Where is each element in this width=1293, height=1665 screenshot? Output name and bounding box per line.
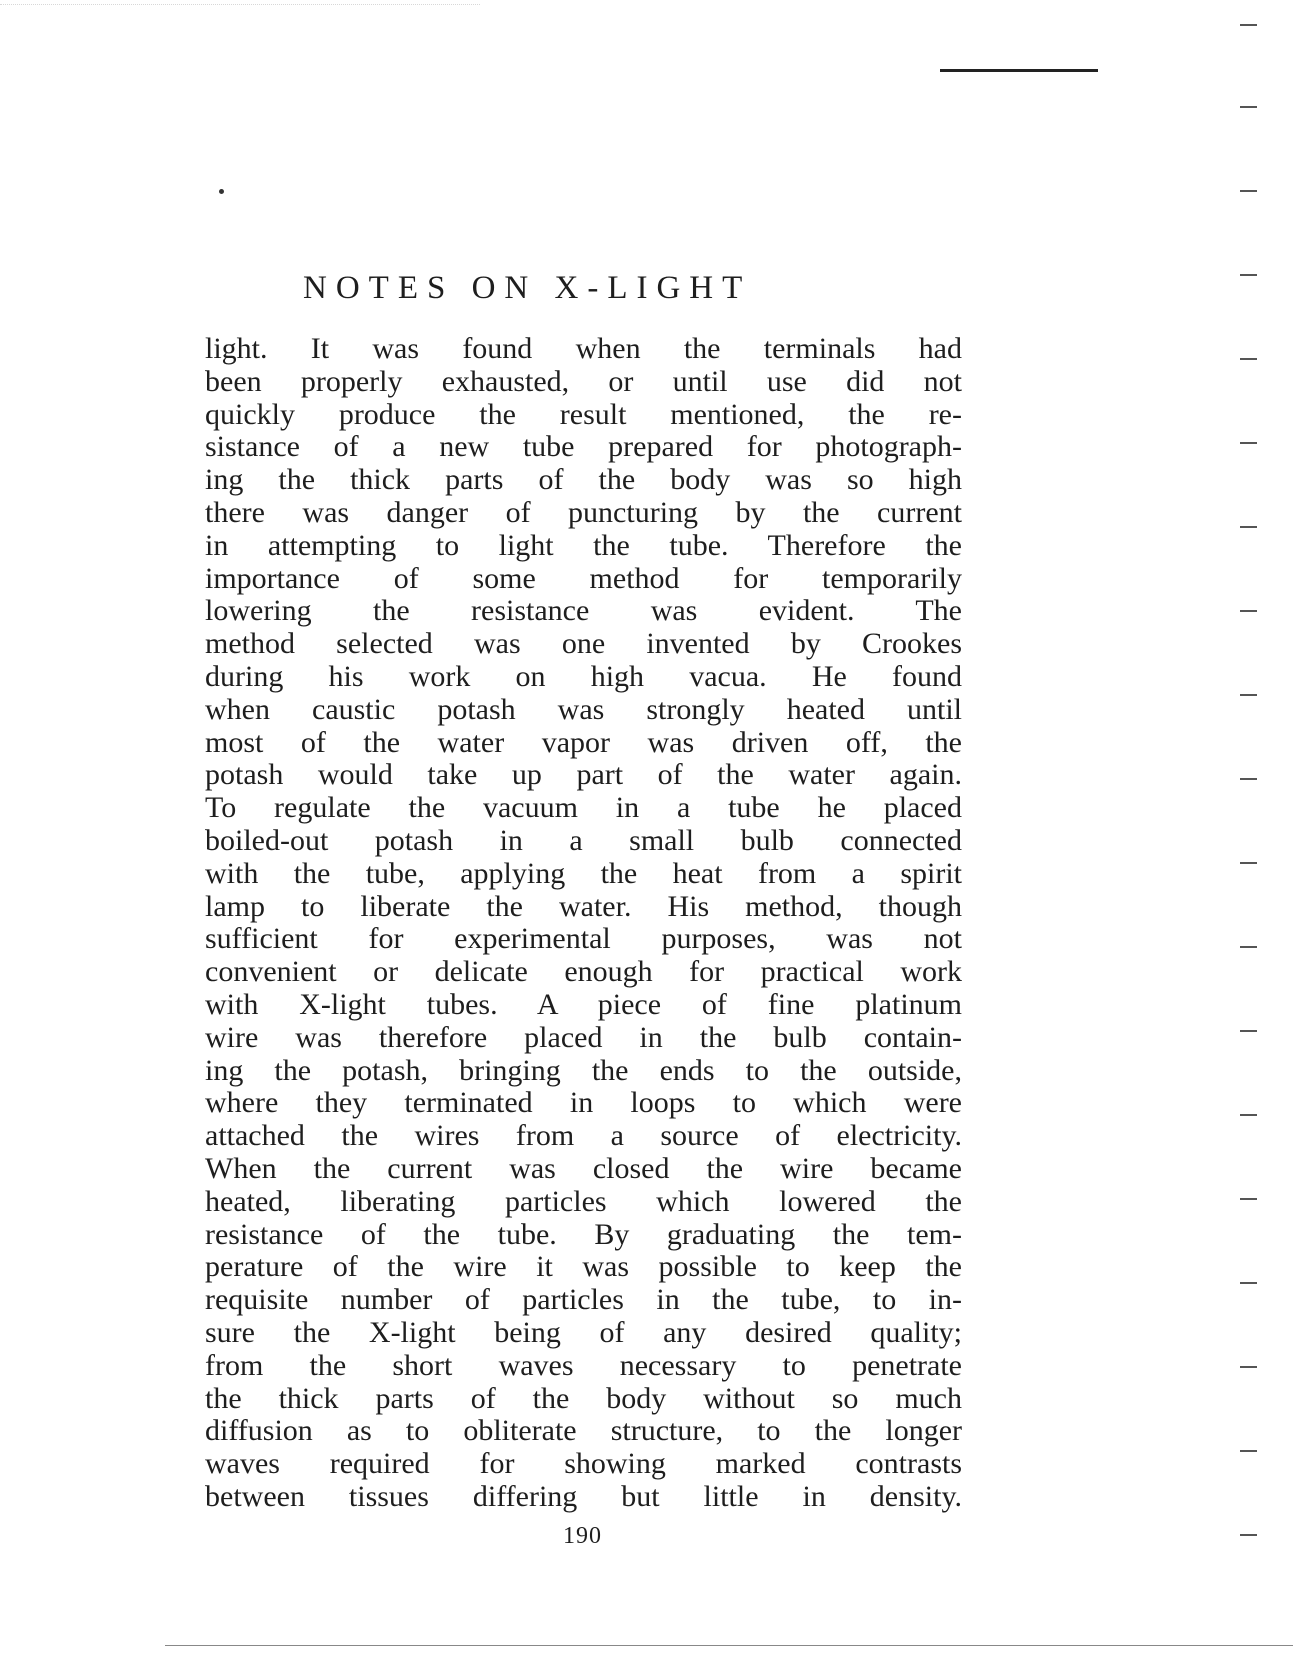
margin-tick [1240, 610, 1257, 612]
text-line: potash would take up part of the water again. [205, 759, 962, 792]
margin-tick [1240, 358, 1257, 360]
text-line: light. It was found when the terminals had [205, 333, 962, 365]
text-line: from the short waves necessary to penetrate [205, 1349, 962, 1382]
margin-tick [1240, 274, 1257, 276]
text-line: in attempting to light the tube. Therefore the [205, 529, 962, 562]
text-line: boiled-out potash in a small bulb connected [205, 824, 962, 857]
margin-tick [1240, 694, 1257, 696]
text-line: importance of some method for temporarily [205, 562, 962, 595]
ink-speck [219, 189, 224, 194]
text-line: between tissues differing but little in density. [205, 1480, 962, 1513]
text-line: with X-light tubes. A piece of fine platinum [205, 988, 962, 1021]
text-line: when caustic potash was strongly heated until [205, 693, 962, 726]
margin-tick [1240, 190, 1257, 192]
text-line: the thick parts of the body without so much [205, 1382, 962, 1415]
text-line: heated, liberating particles which lowered the [205, 1185, 962, 1218]
text-line: sufficient for experimental purposes, was not [205, 923, 962, 956]
text-line: convenient or delicate enough for practical work [205, 956, 962, 989]
margin-tick [1240, 1198, 1257, 1200]
margin-tick [1240, 526, 1257, 528]
margin-tick [1240, 946, 1257, 948]
running-head: NOTES ON X-LIGHT [303, 270, 752, 306]
margin-tick [1240, 1450, 1257, 1452]
text-line: there was danger of puncturing by the current [205, 496, 962, 529]
text-line: sistance of a new tube prepared for photograph- [205, 431, 962, 464]
text-line: attached the wires from a source of electricity. [205, 1120, 962, 1153]
text-line: sure the X-light being of any desired quality; [205, 1316, 962, 1349]
text-line: requisite number of particles in the tube, to in- [205, 1284, 962, 1317]
bottom-rule [165, 1645, 1293, 1646]
margin-tick [1240, 1366, 1257, 1368]
margin-tick [1240, 106, 1257, 108]
text-line: method selected was one invented by Crookes [205, 628, 962, 661]
margin-tick-marks [1240, 0, 1260, 1665]
margin-tick [1240, 778, 1257, 780]
text-line: diffusion as to obliterate structure, to the longer [205, 1415, 962, 1448]
scan-artifact-dotted-line [0, 4, 480, 9]
text-line: When the current was closed the wire became [205, 1152, 962, 1185]
margin-tick [1240, 1114, 1257, 1116]
text-line: perature of the wire it was possible to keep the [205, 1251, 962, 1284]
text-line: ing the potash, bringing the ends to the outside, [205, 1054, 962, 1087]
text-line: quickly produce the result mentioned, the re- [205, 398, 962, 431]
text-line: wire was therefore placed in the bulb contain- [205, 1021, 962, 1054]
body-text [205, 333, 962, 1514]
margin-tick [1240, 24, 1257, 26]
text-line: To regulate the vacuum in a tube he placed [205, 792, 962, 825]
margin-tick [1240, 1534, 1257, 1536]
text-line: waves required for showing marked contrasts [205, 1448, 962, 1481]
page-number: 190 [563, 1523, 602, 1549]
top-rule [940, 69, 1098, 72]
margin-tick [1240, 442, 1257, 444]
text-line: been properly exhausted, or until use did not [205, 365, 962, 398]
text-line: lamp to liberate the water. His method, though [205, 890, 962, 923]
text-line: most of the water vapor was driven off, the [205, 726, 962, 759]
text-line: during his work on high vacua. He found [205, 660, 962, 693]
text-line: lowering the resistance was evident. The [205, 595, 962, 628]
margin-tick [1240, 1282, 1257, 1284]
text-line: with the tube, applying the heat from a spirit [205, 857, 962, 890]
text-line: where they terminated in loops to which were [205, 1087, 962, 1120]
text-line: resistance of the tube. By graduating the tem- [205, 1218, 962, 1251]
text-line: ing the thick parts of the body was so high [205, 464, 962, 497]
margin-tick [1240, 1030, 1257, 1032]
margin-tick [1240, 862, 1257, 864]
